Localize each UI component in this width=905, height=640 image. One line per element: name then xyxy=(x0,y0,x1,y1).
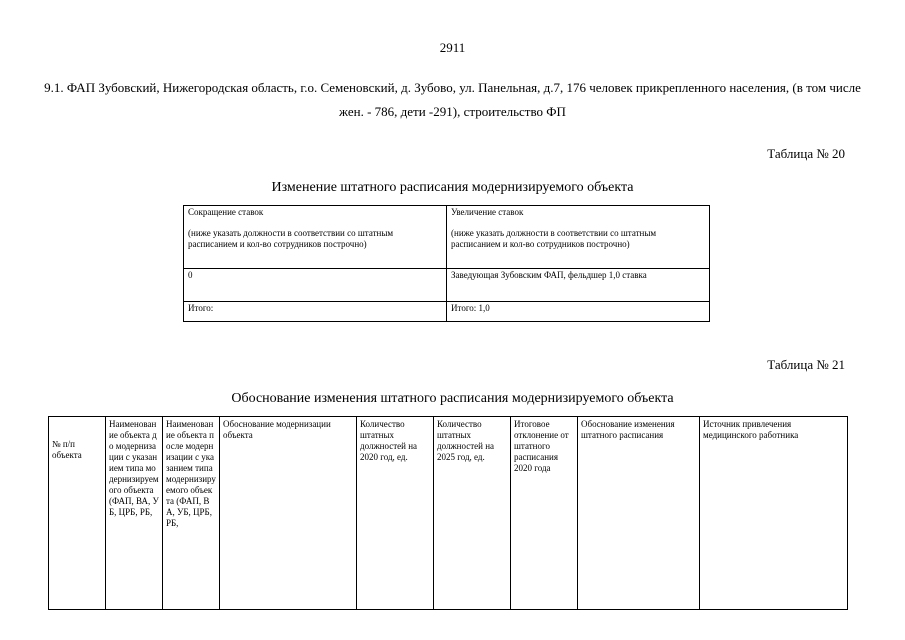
header-cell: Источник привлечения медицинского работника xyxy=(700,417,848,610)
table-cell: Итого: 1,0 xyxy=(447,302,710,322)
staffing-justification-table xyxy=(48,416,848,610)
header-note: (ниже указать должности в соответствии со штатным расписанием и кол-во сотрудников построчно) xyxy=(188,228,394,249)
header-cell xyxy=(184,206,447,269)
header-cell: Количество штатных должностей на 2020 год, ед. xyxy=(357,417,434,610)
table-row xyxy=(49,417,848,610)
header-note: (ниже указать должности в соответствии со штатным расписанием и кол-во сотрудников построчно) xyxy=(451,228,657,249)
header-cell: № п/п объекта xyxy=(49,417,106,610)
header-title: Увеличение ставок xyxy=(451,207,524,217)
header-title: Сокращение ставок xyxy=(188,207,264,217)
table-row xyxy=(184,269,710,302)
header-cell: Наименование объекта после модернизации с указанием типа модернизируемого объекта (ФАП, ВА, УБ, ЦРБ, РБ, xyxy=(163,417,220,610)
table-20-label: Таблица № 20 xyxy=(767,146,845,161)
page-number: 2911 xyxy=(439,40,466,55)
table-cell: Итого: xyxy=(184,302,447,322)
header-cell: Наименование объекта до модернизации с указанием типа модернизируемого объекта (ФАП, ВА, УБ, ЦРБ, РБ, xyxy=(106,417,163,610)
staffing-change-table xyxy=(183,205,710,322)
table-cell: 0 xyxy=(184,269,447,302)
table-21-caption: Обоснование изменения штатного расписания модернизируемого объекта xyxy=(231,391,674,406)
header-cell: Итоговое отклонение от штатного расписания 2020 года xyxy=(511,417,578,610)
table-21-label: Таблица № 21 xyxy=(767,357,845,372)
section-heading: 9.1. ФАП Зубовский, Нижегородская область, г.о. Семеновский, д. Зубово, ул. Панельная, д.7, 176 человек прикрепленного населения, (в том числе жен. - 786, дети -291), строительство ФП xyxy=(44,80,861,119)
table-20-caption: Изменение штатного расписания модернизируемого объекта xyxy=(271,180,634,195)
header-cell xyxy=(447,206,710,269)
table-row xyxy=(184,302,710,322)
table-row xyxy=(184,206,710,269)
header-cell: Количество штатных должностей на 2025 год, ед. xyxy=(434,417,511,610)
header-cell: Обоснование изменения штатного расписания xyxy=(578,417,700,610)
table-cell: Заведующая Зубовским ФАП, фельдшер 1,0 ставка xyxy=(447,269,710,302)
header-cell: Обоснование модернизации объекта xyxy=(220,417,357,610)
